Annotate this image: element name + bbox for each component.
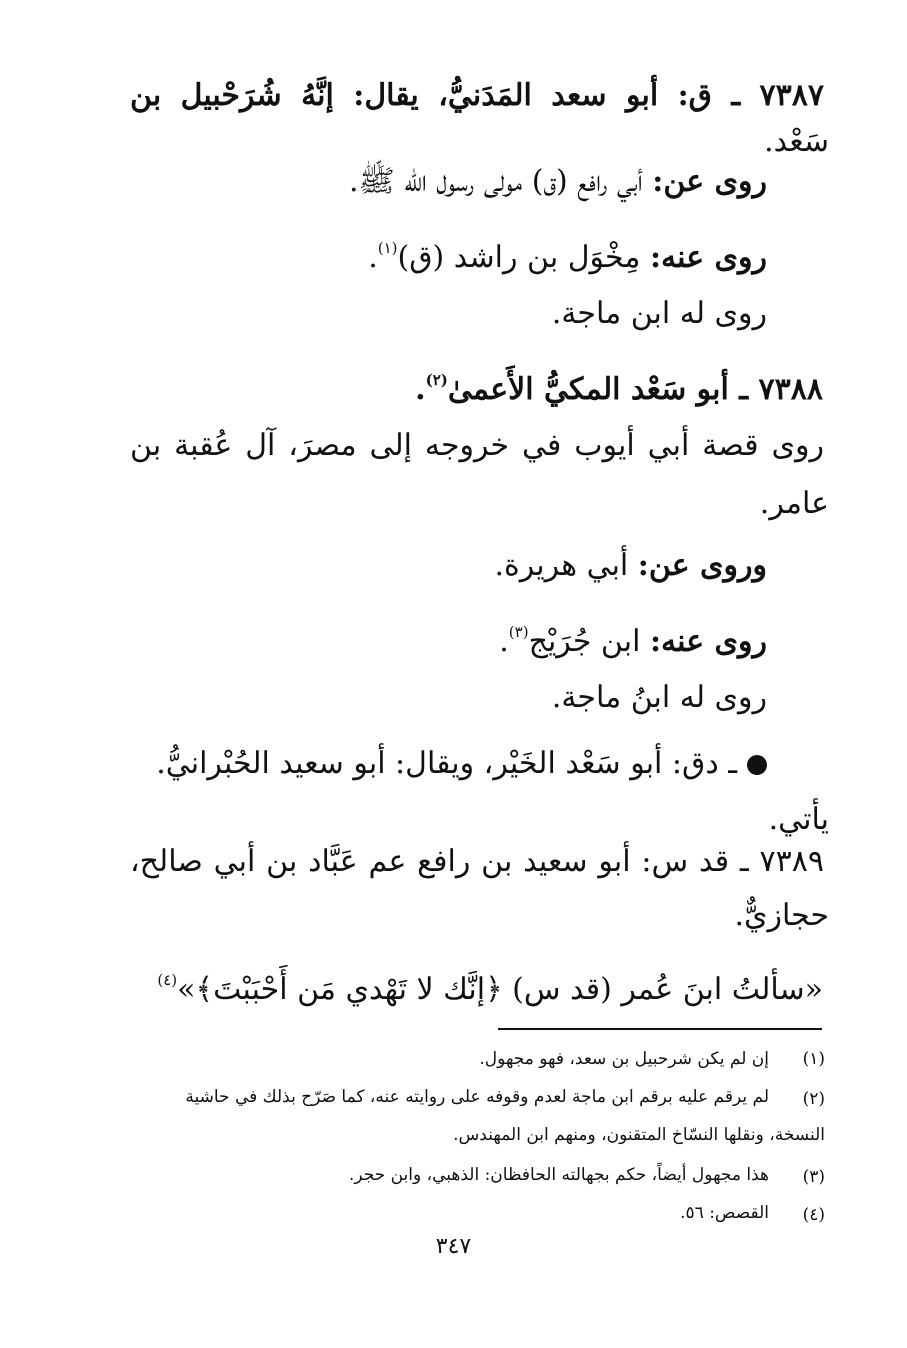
story-text: روى قصة أبي أيوب في خروجه إلى مصرَ، آل عُقبة بن [130, 428, 824, 463]
punctuation: . [499, 624, 509, 659]
continuation-text: يأتي. [768, 802, 829, 837]
footnote-4-text: القصص: ٥٦. [680, 1203, 769, 1223]
narrated-from-text: أبي رافع (ق) مولى رسول الله ﷺ. [349, 164, 653, 199]
footnote-3-text: هذا مجهول أيضاً، حكم بجهالته الحافظان: الذهبي، وابن حجر. [348, 1165, 769, 1185]
ibn-majah-text: روى له ابنُ ماجة. [551, 680, 767, 715]
page-number: ٣٤٧ [435, 1234, 472, 1259]
footnote-separator [498, 1028, 822, 1030]
narrated-from-line [349, 162, 767, 202]
footnote-3-number: (٣) [802, 1167, 825, 1187]
cross-reference-continuation [769, 800, 829, 840]
quote-line [157, 960, 823, 1010]
quote-text: «سألتُ ابنَ عُمر (قد س) ﴿إنَّك لا تَهْدي مَن أَحْبَبْتَ﴾» [177, 972, 823, 1007]
entry-7388-heading [415, 360, 823, 410]
narrated-from-text: أبي هريرة. [494, 548, 638, 583]
entry-7387-heading [130, 76, 824, 116]
footnote-ref-4[interactable]: (٤) [157, 971, 178, 989]
footnote-4-number: (٤) [802, 1205, 825, 1225]
footnote-2-number: (٢) [802, 1089, 825, 1109]
entry-7388-text: ٧٣٨٨ ـ أبو سَعْد المكيُّ الأَعمىٰ [447, 372, 823, 407]
entry-7389-continuation [734, 896, 829, 936]
footnote-2-text: لم يرقم عليه برقم ابن ماجة لعدم وقوفه على روايته عنه، كما صَرّح بذلك في حاشية [185, 1087, 769, 1107]
narrated-by-line [368, 228, 767, 278]
footnote-1-number: (١) [802, 1049, 825, 1069]
narrated-from-label: وروى عن: [637, 548, 767, 583]
footnote-ref-2[interactable]: (٢) [425, 371, 448, 389]
ibn-majah-line-2 [552, 678, 767, 718]
punctuation: . [368, 240, 378, 275]
narrated-by-text: ابن جُرَيْج [528, 624, 650, 659]
continuation-text: سَعْد. [764, 124, 829, 159]
continuation-text: حجازيٌّ. [734, 898, 829, 933]
footnote-2-continuation: النسخة، ونقلها النسّاخ المتقنون، ومنهم ابن المهندس. [453, 1125, 825, 1145]
bullet-dot-icon [747, 755, 767, 775]
continuation-text: عامر. [759, 486, 829, 521]
narrated-by-line-2 [499, 612, 767, 662]
entry-7389-heading [130, 842, 824, 882]
story-line [130, 426, 824, 466]
footnote-1-text: إن لم يكن شرحبيل بن سعد، فهو مجهول. [479, 1049, 769, 1069]
narrated-by-label: روى عنه: [649, 240, 767, 275]
narrated-from-line-2 [495, 546, 768, 586]
ibn-majah-text: روى له ابن ماجة. [551, 296, 767, 331]
narrated-by-text: مِخْوَل بن راشد (ق) [397, 240, 650, 275]
footnote-ref-3[interactable]: (٣) [508, 623, 529, 641]
entry-7387-text: ٧٣٨٧ ـ ق: أبو سعد المَدَنيُّ، يقال: إنَّهُ شُرَحْبيل بن [130, 78, 824, 113]
cross-reference-text: ـ دق: أبو سَعْد الخَيْر، ويقال: أبو سعيد الحُبْرانيُّ. [156, 746, 737, 781]
entry-7387-continuation [764, 122, 829, 162]
ibn-majah-line [552, 294, 767, 334]
entry-7389-text: ٧٣٨٩ ـ قد س: أبو سعيد بن رافع عم عَبَّاد بن أبي صالح، [130, 844, 824, 879]
footnote-ref-1[interactable]: (١) [377, 239, 398, 257]
cross-reference-entry [156, 744, 767, 784]
punctuation: . [415, 372, 426, 407]
narrated-by-label: روى عنه: [649, 624, 767, 659]
narrated-from-label: روى عن: [652, 164, 767, 199]
story-continuation [760, 484, 829, 524]
